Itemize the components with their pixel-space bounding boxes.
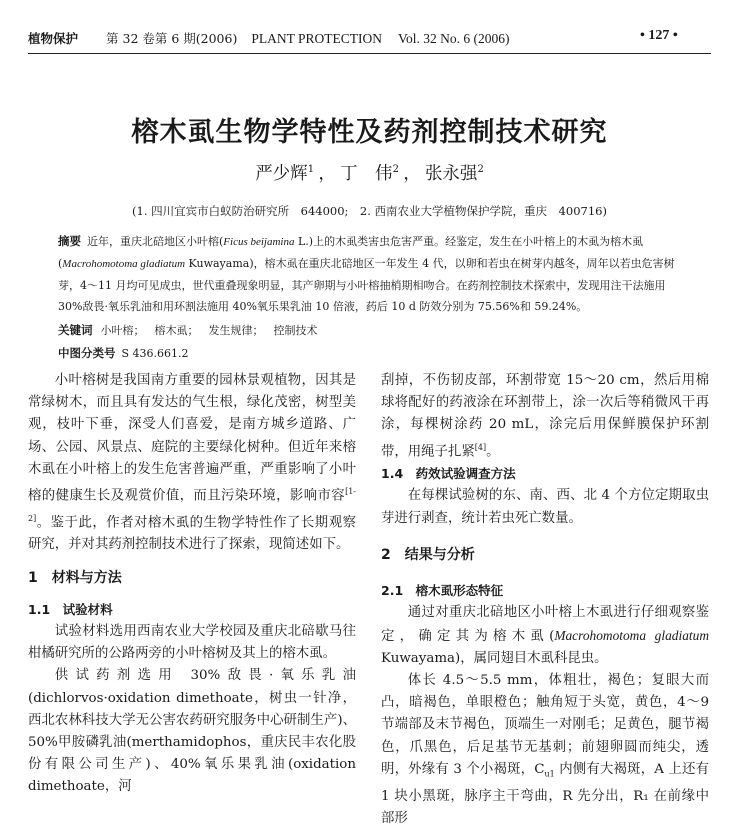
body-paragraph: 试验材料选用西南农业大学校园及重庆北碚歇马往柑橘研究所的公路两旁的小叶榕树及其上的榕木虱。 — [28, 623, 356, 662]
author: 张永强$^2$ — [424, 164, 484, 184]
affiliations: (1. 四川宜宾市白蚁防治研究所 644000; 2. 西南农业大学植物保护学院，重庆 400716) — [132, 204, 607, 218]
body-paragraph: 刮掉，不伤韧皮部，环割带宽 15～20 cm，然后用棉球将配好的药液涂在环割带上，涂一次后等稍微风干再涂，每棵树涂药 20 mL，涂完后用保鲜膜保护环割带，用绳子扎紧[4]。 — [381, 373, 709, 460]
keywords — [58, 322, 328, 338]
keyword: 控制技术 — [273, 324, 318, 337]
classification — [58, 345, 189, 361]
body-paragraph: 在每棵试验树的东、南、西、北 4 个方位定期取虫芽进行剥查，统计若虫死亡数量。 — [381, 488, 709, 526]
intro-paragraph: 小叶榕树是我国南方重要的园林景观植物，因其是常绿树木，而且具有发达的气生根，绿化茂密，树型美观，枝叶下垂，深受人们喜爱，是南方城乡道路、广场、公园、风景点、庭院的主要绿化树种。但近年来榕木虱在小叶榕上的发生危害普遍严重，严重影响了小叶榕的健康生长及观赏价值，而且污染环境，影响市容[1-2]。鉴于此，作者对榕木虱的生物学特性作了长期观察研究，并对其药剂控制技术进行了探索，现简述如下。 — [28, 373, 356, 553]
subsection-heading: 2.1 榕木虱形态特征 — [381, 583, 504, 599]
keyword: 发生规律； — [208, 324, 264, 337]
author: 丁 伟$^2$ — [340, 164, 399, 184]
subsection-heading: 1.1 试验材料 — [28, 601, 113, 617]
section-heading: 1 材料与方法 — [28, 569, 122, 586]
running-header — [28, 29, 510, 47]
abstract-label: 摘要 — [58, 234, 81, 248]
journal-name-en: PLANT PROTECTION — [251, 31, 382, 46]
subsection-heading: 1.4 药效试验调查方法 — [381, 466, 516, 482]
page-number: • 127 • — [640, 28, 678, 43]
journal-name: 植物保护 — [28, 31, 79, 46]
classification-value: S 436.661.2 — [121, 347, 189, 360]
species-name: Ficus beijamina — [223, 236, 295, 248]
species-name: Macrohomotoma gladiatum — [62, 258, 186, 270]
journal-issue-en: Vol. 32 No. 6 (2006) — [397, 31, 510, 46]
author: 严少辉$^1$ — [255, 164, 315, 184]
species-name: Macrohomotoma gladiatum — [554, 627, 709, 643]
right-column — [381, 370, 709, 830]
classification-label: 中图分类号 — [58, 346, 116, 360]
citation: [1-2] — [28, 487, 356, 523]
abstract: 摘要 近年，重庆北碚地区小叶榕(Ficus beijamina L.)上的木虱类害虫危害严重。经鉴定，发生在小叶榕上的木虱为榕木虱(Macrohomotoma gladiatum Kuwayama)，榕木虱在重庆北碚地区一年发生 4 代，以卵和若虫在树芽内越冬，周年以若虫危害树芽，4～11 月均可见成虫，世代重叠现象明显，其产卵期与小叶榕抽梢期相吻合。在药剂控制技术探索中，发现用注干法施用 30%敌畏·氧乐乳油和用环割法施用 40%氧乐果乳油 10 倍液，药后 10 d 防效分别为 75.56%和 59.24%。 — [58, 234, 675, 313]
journal-issue: 第 32 卷第 6 期(2006) — [106, 31, 238, 46]
left-column — [28, 370, 356, 799]
keywords-label: 关键词 — [58, 323, 93, 337]
section-heading: 2 结果与分析 — [381, 546, 475, 563]
paper-title: 榕木虱生物学特性及药剂控制技术研究 — [131, 117, 608, 148]
keyword: 小叶榕； — [100, 324, 145, 337]
author-list: 严少辉$^1$ ， 丁 伟$^2$ ， 张永强$^2$ — [255, 164, 484, 184]
citation: [4] — [474, 442, 487, 452]
body-paragraph: 体长 4.5～5.5 mm，体粗壮，褐色；复眼大而凸，暗褐色，单眼橙色；触角短于头宽，黄色，4～9 节端部及末节褐色，顶端生一对刚毛；足黄色，腿节褐色，爪黑色，后足基节无基刺；前翅卵圆而纯尖，透明，外缘有 3 个小褐斑，$C_{u1}$ 内侧有大褐斑，A 上还有 1 块小黑斑，脉序主干弯曲，R 先分出，R₁ 在前缘中部形 — [381, 672, 709, 826]
body-paragraph: 通过对重庆北碚地区小叶榕上木虱进行仔细观察鉴定，确定其为榕木虱(Macrohomotoma gladiatum Kuwayama)，属同翅目木虱科昆虫。 — [381, 605, 709, 666]
header-rule — [28, 53, 711, 54]
body-paragraph: 供试药剂选用 30%敌畏·氧乐乳油(dichlorvos·oxidation dimethoate，树虫一针净，西北农林科技大学无公害农药研究服务中心研制生产)、50%甲胺磷乳油(merthamidophos，重庆民丰农化股份有限公司生产)、40%氧乐果乳油(oxidation dimethoate，河 — [28, 668, 356, 795]
keyword: 榕木虱； — [154, 324, 199, 337]
